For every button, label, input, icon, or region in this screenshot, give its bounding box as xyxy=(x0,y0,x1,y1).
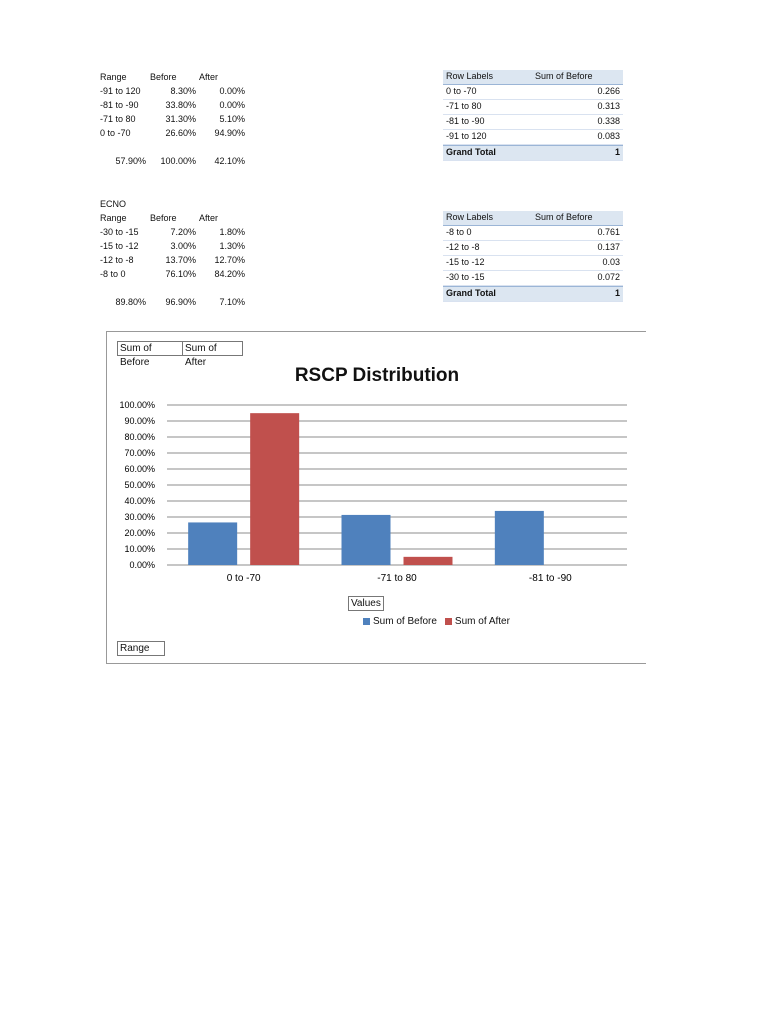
legend-label-after: Sum of After xyxy=(454,616,510,627)
rscp-before-cell: 31.30% xyxy=(165,114,196,124)
chart-legend xyxy=(363,616,510,627)
ecno-table xyxy=(100,199,250,311)
y-tick-label: 80.00% xyxy=(124,432,155,442)
rscp-table xyxy=(100,72,250,170)
ecno-header-range: Range xyxy=(100,213,127,223)
rscp-totals-row xyxy=(100,156,250,170)
x-tick-label: 0 to -70 xyxy=(226,573,261,584)
pivot-grand-total-row xyxy=(443,286,623,302)
ecno-after-cell: 84.20% xyxy=(214,269,245,279)
pivot-row-value: 0.03 xyxy=(602,257,620,267)
ecno-range-cell: -12 to -8 xyxy=(100,255,134,265)
ecno-header-after: After xyxy=(199,213,219,223)
pivot-row-value: 0.313 xyxy=(597,101,620,111)
grand-total-label: Grand Total xyxy=(446,147,496,157)
pivot-row-label: 0 to -70 xyxy=(446,86,477,96)
table-row xyxy=(443,115,623,130)
table-row xyxy=(100,100,250,114)
pivot-row-label: -12 to -8 xyxy=(446,242,480,252)
pivot-row-value: 0.072 xyxy=(597,272,620,282)
table-row xyxy=(100,255,250,269)
x-tick-label: -71 to 80 xyxy=(377,573,417,584)
pivot-row-value: 0.338 xyxy=(597,116,620,126)
ecno-after-cell: 1.80% xyxy=(219,227,245,237)
pivot-table-rscp xyxy=(443,70,623,161)
pivot-row-value: 0.266 xyxy=(597,86,620,96)
rscp-after-cell: 5.10% xyxy=(219,114,245,124)
table-row xyxy=(443,241,623,256)
y-tick-label: 10.00% xyxy=(124,544,155,554)
rscp-range-cell: -71 to 80 xyxy=(100,114,136,124)
pivot-row-label: -81 to -90 xyxy=(446,116,485,126)
rscp-before-cell: 33.80% xyxy=(165,100,196,110)
rscp-range-cell: 0 to -70 xyxy=(100,128,131,138)
ecno-total-before: 96.90% xyxy=(165,297,196,307)
table-row xyxy=(100,114,250,128)
table-row xyxy=(443,100,623,115)
rscp-total-before: 100.00% xyxy=(160,156,196,166)
pivot-header-sum-before: Sum of Before xyxy=(535,71,593,81)
legend-label-before: Sum of Before xyxy=(373,616,437,627)
ecno-total-after: 7.10% xyxy=(219,297,245,307)
pivot-row-label: -91 to 120 xyxy=(446,131,487,141)
table-row xyxy=(443,256,623,271)
ecno-header-row xyxy=(100,213,250,227)
chart-title: RSCP Distribution xyxy=(294,365,460,386)
table-row xyxy=(100,128,250,142)
pivot-header-sum-before: Sum of Before xyxy=(535,212,593,222)
y-tick-label: 70.00% xyxy=(124,448,155,458)
table-row xyxy=(100,269,250,283)
pivot-row-label: -71 to 80 xyxy=(446,101,482,111)
pivot-header-row xyxy=(443,70,623,85)
ecno-caption xyxy=(100,199,250,213)
table-row xyxy=(443,85,623,100)
ecno-range-cell: -8 to 0 xyxy=(100,269,126,279)
rscp-header-range: Range xyxy=(100,72,127,82)
pivot-table-ecno xyxy=(443,211,623,302)
y-tick-label: 50.00% xyxy=(124,480,155,490)
field-button-sum-of-before[interactable]: Sum of Before xyxy=(117,341,183,356)
table-row xyxy=(100,227,250,241)
y-tick-label: 100.00% xyxy=(119,400,155,410)
table-row xyxy=(443,271,623,286)
y-tick-label: 60.00% xyxy=(124,464,155,474)
y-tick-label: 20.00% xyxy=(124,528,155,538)
pivot-row-label: -8 to 0 xyxy=(446,227,472,237)
ecno-before-cell: 13.70% xyxy=(165,255,196,265)
pivot-row-value: 0.137 xyxy=(597,242,620,252)
bar-before xyxy=(342,515,391,565)
ecno-totals-row xyxy=(100,297,250,311)
grand-total-label: Grand Total xyxy=(446,288,496,298)
ecno-caption-label: ECNO xyxy=(100,199,127,209)
rscp-after-cell: 0.00% xyxy=(219,86,245,96)
y-tick-label: 30.00% xyxy=(124,512,155,522)
rscp-total-range: 57.90% xyxy=(115,156,146,166)
pivot-header-row xyxy=(443,211,623,226)
grand-total-value: 1 xyxy=(614,147,620,157)
rscp-range-cell: -91 to 120 xyxy=(100,86,141,96)
chart-plot xyxy=(107,332,647,602)
y-tick-label: 40.00% xyxy=(124,496,155,506)
ecno-after-cell: 12.70% xyxy=(214,255,245,265)
pivot-grand-total-row xyxy=(443,145,623,161)
grand-total-value: 1 xyxy=(614,288,620,298)
ecno-total-range: 89.80% xyxy=(115,297,146,307)
rscp-before-cell: 26.60% xyxy=(165,128,196,138)
bar-before xyxy=(495,511,544,565)
table-row xyxy=(100,86,250,100)
rscp-after-cell: 0.00% xyxy=(219,100,245,110)
y-tick-label: 90.00% xyxy=(124,416,155,426)
pivot-row-label: -30 to -15 xyxy=(446,272,485,282)
rscp-total-after: 42.10% xyxy=(214,156,245,166)
rscp-range-cell: -81 to -90 xyxy=(100,100,139,110)
pivot-row-label: -15 to -12 xyxy=(446,257,485,267)
ecno-before-cell: 7.20% xyxy=(170,227,196,237)
y-tick-label: 0.00% xyxy=(129,560,155,570)
rscp-header-before: Before xyxy=(150,72,177,82)
legend-swatch-before xyxy=(363,618,370,625)
pivot-header-row-labels[interactable]: Row Labels xyxy=(446,71,494,81)
field-button-range[interactable]: Range xyxy=(117,641,165,656)
ecno-after-cell: 1.30% xyxy=(219,241,245,251)
rscp-before-cell: 8.30% xyxy=(170,86,196,96)
ecno-range-cell: -15 to -12 xyxy=(100,241,139,251)
ecno-range-cell: -30 to -15 xyxy=(100,227,139,237)
table-row xyxy=(100,241,250,255)
field-button-sum-of-after[interactable]: Sum of After xyxy=(182,341,243,356)
bar-before xyxy=(188,522,237,565)
rscp-header-row xyxy=(100,72,250,86)
pivot-row-value: 0.761 xyxy=(597,227,620,237)
x-tick-label: -81 to -90 xyxy=(528,573,572,584)
ecno-before-cell: 76.10% xyxy=(165,269,196,279)
table-row xyxy=(443,130,623,145)
rscp-header-after: After xyxy=(199,72,219,82)
field-button-values[interactable]: Values xyxy=(348,596,384,611)
ecno-before-cell: 3.00% xyxy=(170,241,196,251)
table-row xyxy=(443,226,623,241)
pivot-row-value: 0.083 xyxy=(597,131,620,141)
pivot-header-row-labels[interactable]: Row Labels xyxy=(446,212,494,222)
legend-swatch-after xyxy=(445,618,452,625)
bar-after xyxy=(250,413,299,565)
bar-after xyxy=(404,557,453,565)
rscp-after-cell: 94.90% xyxy=(214,128,245,138)
pivot-chart[interactable] xyxy=(106,331,646,664)
ecno-header-before: Before xyxy=(150,213,177,223)
